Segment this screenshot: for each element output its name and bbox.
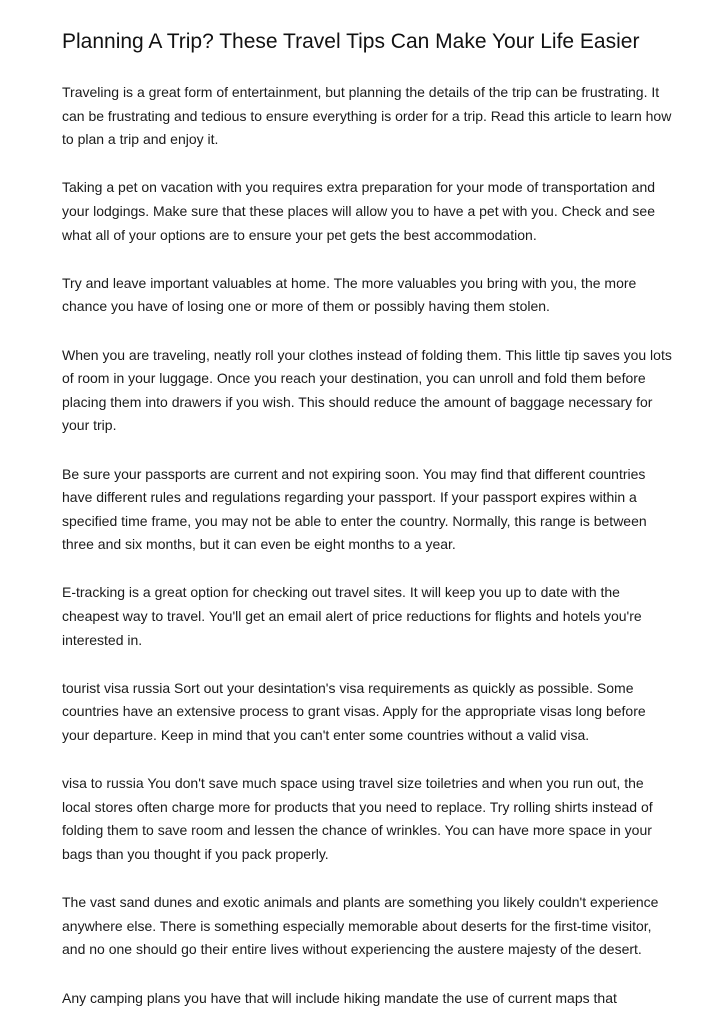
paragraph-deserts: The vast sand dunes and exotic animals and plants are something you likely couldn't experience anywhere else. There is something especially memorable about deserts for the first-time visitor, and no one should go their entire lives without experiencing the austere majesty of the desert.: [62, 894, 659, 958]
paragraph-visa-requirements: tourist visa russia Sort out your desintation's visa requirements as quickly as possible. Some countries have an extensive process to grant visas. Apply for the appropriate visas long before your departure. Keep in mind that you can't enter some countries without a valid visa.: [62, 679, 646, 744]
paragraph-pet-travel: Taking a pet on vacation with you requires extra preparation for your mode of transportation and your lodgings. Make sure that these places will allow you to have a pet with you. Check and see what all of your options are to ensure your pet gets the best accommodation.: [62, 179, 656, 243]
paragraph-toiletries: visa to russia You don't save much space using travel size toiletries and when you run out, the local stores often charge more for products that you need to replace. Try rolling shirts instead of folding them to save room and lessen the chance of wrinkles. You can have more space in your bags than you thought if you pack properly.: [62, 775, 653, 862]
document-title: Planning A Trip? These Travel Tips Can Make Your Life Easier: [62, 30, 640, 53]
document-body: [62, 30, 674, 1031]
paragraph-e-tracking: E-tracking is a great option for checking out travel sites. It will keep you up to date with the cheapest way to travel. You'll get an email alert of price reductions for flights and hotels you're interested in.: [62, 584, 642, 648]
paragraph-valuables: Try and leave important valuables at home. The more valuables you bring with you, the more chance you have of losing one or more of them or possibly having them stolen.: [62, 274, 637, 315]
paragraph-intro: Traveling is a great form of entertainment, but planning the details of the trip can be frustrating. It can be frustrating and tedious to ensure everything is order for a trip. Read this article to learn how to plan a trip and enjoy it.: [62, 84, 672, 148]
paragraph-camping: Any camping plans you have that will include hiking mandate the use of current maps that: [62, 989, 617, 1006]
paragraph-passports: Be sure your passports are current and not expiring soon. You may find that different countries have different rules and regulations regarding your passport. If your passport expires within a specified time frame, you may not be able to enter the country. Normally, this range is between three and six months, but it can even be eight months to a year.: [62, 465, 647, 553]
paragraph-rolling-clothes: When you are traveling, neatly roll your clothes instead of folding them. This little tip saves you lots of room in your luggage. Once you reach your destination, you can unroll and fold them before placing them into drawers if you wish. This should reduce the amount of baggage necessary for your trip.: [62, 346, 672, 434]
